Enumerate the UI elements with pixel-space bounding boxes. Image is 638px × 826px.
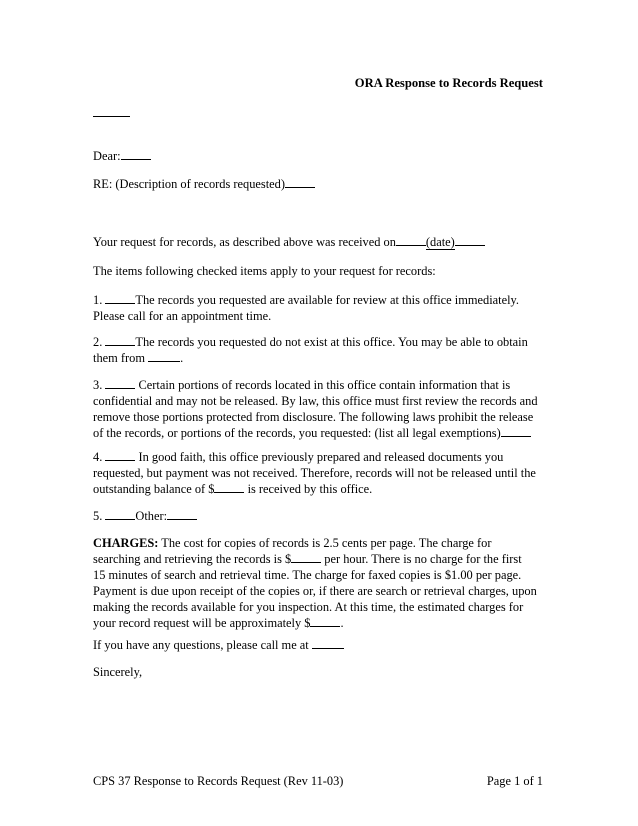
item-1-checkbox-blank (105, 292, 135, 304)
charges-text-3: 15 minutes of search and retrieval time. The charge for faxed copies is $1.00 per page. (93, 568, 522, 582)
item-3-checkbox-blank (105, 377, 135, 389)
item-4-balance-blank (214, 481, 244, 493)
charges-text-1: The cost for copies of records is 2.5 cents per page. The charge for (158, 536, 492, 550)
item-1-number: 1. (93, 293, 103, 307)
salutation (93, 148, 553, 164)
item-4-text-3-end: is received by this office. (244, 482, 373, 496)
hourly-rate-blank (291, 551, 321, 563)
item-3-text-2: confidential and may not be released. By law, this office must first review the records and (93, 394, 538, 408)
footer-page-number: Page 1 of 1 (486, 774, 543, 788)
salutation-label: Dear: (93, 149, 121, 163)
item-4-checkbox-blank (105, 449, 135, 461)
charges-text-2: searching and retrieving the records is $ (93, 552, 292, 566)
description-blank (285, 176, 315, 188)
charges-text-5: making the records available for you inspection. At this time, the estimated charges for (93, 600, 524, 614)
items-intro: The items following checked items apply to your request for records: (93, 264, 436, 278)
item-3-exemptions-blank (501, 425, 531, 437)
date-blank (93, 104, 130, 117)
charges-label: CHARGES: (93, 536, 159, 550)
item-4-text-3: outstanding balance of $ (93, 482, 215, 496)
re-line (93, 176, 553, 192)
received-blank-2 (455, 234, 485, 246)
received-text: Your request for records, as described above was received on (93, 235, 396, 249)
item-5-checkbox-blank (105, 508, 135, 520)
item-2-text-1: The records you requested do not exist at this office. You may be able to obtain (135, 335, 528, 349)
item-4 (93, 449, 553, 497)
item-5-label: Other: (135, 509, 168, 523)
item-1-text-1: The records you requested are available for review at this office immediately. (135, 293, 520, 307)
estimated-charges-blank (310, 615, 340, 627)
item-4-number: 4. (93, 450, 103, 464)
charges-text-2-end: per hour. There is no charge for the first (321, 552, 522, 566)
closing: Sincerely, (93, 665, 143, 679)
item-5-other-blank (167, 508, 197, 520)
received-line (93, 234, 553, 250)
charges-text-6: your record request will be approximately $ (93, 616, 311, 630)
item-3 (93, 377, 553, 441)
re-label: RE: (Description of records requested) (93, 177, 285, 191)
questions-text: If you have any questions, please call me at (93, 638, 309, 652)
name-blank (121, 148, 151, 160)
charges-text-6-end: . (340, 616, 344, 630)
questions-line (93, 637, 553, 653)
charges-section (93, 535, 553, 631)
item-3-text-1: Certain portions of records located in this office contain information that is (135, 378, 511, 392)
item-2-source-blank (148, 350, 180, 362)
item-2-number: 2. (93, 335, 103, 349)
item-2-checkbox-blank (105, 334, 135, 346)
document-title: ORA Response to Records Request (354, 76, 543, 90)
item-4-text-1: In good faith, this office previously prepared and released documents you (135, 450, 504, 464)
footer-form-id: CPS 37 Response to Records Request (Rev 11-03) (93, 774, 344, 788)
item-1-text-2: Please call for an appointment time. (93, 309, 272, 323)
item-2-text-2-end: . (180, 351, 184, 365)
item-5-number: 5. (93, 509, 103, 523)
item-3-text-4: of the records, or portions of the records, you requested: (list all legal exemptions) (93, 426, 501, 440)
item-2-text-2: them from (93, 351, 145, 365)
item-5 (93, 508, 553, 524)
charges-text-4: Payment is due upon receipt of the copies or, if there are search or retrieval charges, upon (93, 584, 537, 598)
received-blank-1 (396, 234, 426, 246)
phone-blank (312, 637, 344, 649)
item-3-number: 3. (93, 378, 103, 392)
item-2 (93, 334, 553, 366)
item-4-text-2: requested, but payment was not received. Therefore, records will not be released until the (93, 466, 536, 480)
item-1 (93, 292, 553, 324)
received-date: (date) (425, 235, 455, 249)
item-3-text-3: remove those portions protected from disclosure. The following laws prohibit the release (93, 410, 534, 424)
